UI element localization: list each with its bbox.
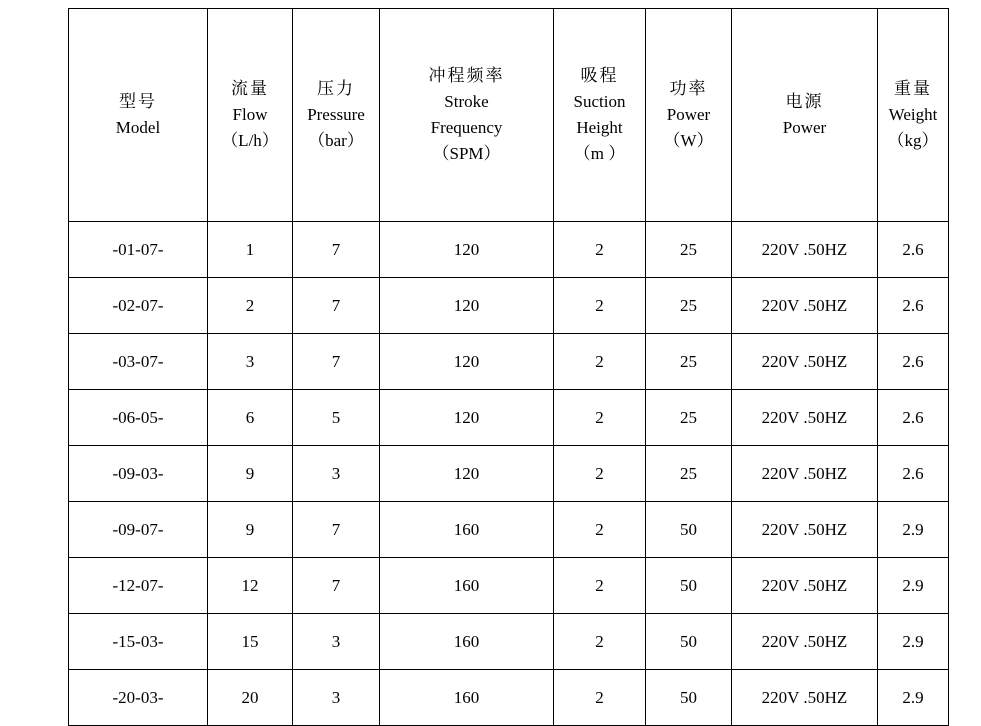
cell-supply: 220V .50HZ <box>732 446 878 502</box>
column-header-line: Weight <box>888 105 938 124</box>
cell-weight: 2.6 <box>878 278 949 334</box>
cell-model: -02-07- <box>69 278 208 334</box>
column-header-model <box>69 9 208 222</box>
cell-supply: 220V .50HZ <box>732 558 878 614</box>
column-header-line: 压力 <box>317 79 355 98</box>
cell-stroke: 120 <box>380 334 554 390</box>
column-header-line: 重量 <box>894 79 932 98</box>
pump-specification-table <box>68 8 949 726</box>
cell-supply: 220V .50HZ <box>732 670 878 726</box>
cell-pressure: 7 <box>293 278 380 334</box>
cell-stroke: 160 <box>380 670 554 726</box>
cell-flow: 12 <box>208 558 293 614</box>
table-body <box>69 222 949 726</box>
column-header-line: Model <box>115 118 161 137</box>
cell-power_w: 25 <box>646 334 732 390</box>
column-header-line: Frequency <box>430 118 503 137</box>
column-header-line: 功率 <box>669 79 708 98</box>
column-header-line: 型号 <box>119 92 157 111</box>
table-row <box>69 390 949 446</box>
cell-supply: 220V .50HZ <box>732 390 878 446</box>
cell-stroke: 120 <box>380 278 554 334</box>
cell-weight: 2.9 <box>878 614 949 670</box>
cell-supply: 220V .50HZ <box>732 222 878 278</box>
cell-weight: 2.6 <box>878 222 949 278</box>
cell-suction: 2 <box>554 558 646 614</box>
column-header-line: 流量 <box>231 79 269 98</box>
cell-weight: 2.6 <box>878 446 949 502</box>
cell-power_w: 25 <box>646 446 732 502</box>
cell-model: -01-07- <box>69 222 208 278</box>
cell-suction: 2 <box>554 334 646 390</box>
column-header-flow <box>208 9 293 222</box>
cell-weight: 2.9 <box>878 670 949 726</box>
column-header-line: 冲程频率 <box>428 66 505 85</box>
cell-supply: 220V .50HZ <box>732 278 878 334</box>
cell-power_w: 50 <box>646 558 732 614</box>
cell-suction: 2 <box>554 390 646 446</box>
cell-stroke: 120 <box>380 390 554 446</box>
column-header-line: Power <box>666 105 711 124</box>
column-header-pressure <box>293 9 380 222</box>
cell-power_w: 50 <box>646 614 732 670</box>
cell-stroke: 160 <box>380 502 554 558</box>
cell-flow: 20 <box>208 670 293 726</box>
column-header-line: （kg） <box>887 131 939 150</box>
column-header-line: Height <box>576 118 623 137</box>
cell-weight: 2.6 <box>878 334 949 390</box>
cell-suction: 2 <box>554 614 646 670</box>
cell-weight: 2.6 <box>878 390 949 446</box>
column-header-line: Pressure <box>307 105 365 124</box>
cell-supply: 220V .50HZ <box>732 334 878 390</box>
cell-supply: 220V .50HZ <box>732 502 878 558</box>
cell-pressure: 7 <box>293 502 380 558</box>
cell-flow: 3 <box>208 334 293 390</box>
column-header-line: Power <box>782 118 827 137</box>
cell-flow: 2 <box>208 278 293 334</box>
cell-pressure: 7 <box>293 334 380 390</box>
cell-supply: 220V .50HZ <box>732 614 878 670</box>
column-header-line: 电源 <box>785 92 824 111</box>
table-row <box>69 334 949 390</box>
cell-suction: 2 <box>554 446 646 502</box>
column-header-stroke <box>380 9 554 222</box>
cell-pressure: 7 <box>293 222 380 278</box>
column-header-line: （L/h） <box>221 131 279 150</box>
cell-model: -06-05- <box>69 390 208 446</box>
column-header-line: （bar） <box>308 131 364 150</box>
column-header-line: （W） <box>663 131 714 150</box>
column-header-weight <box>878 9 949 222</box>
column-header-line: Flow <box>232 105 268 124</box>
table-row <box>69 222 949 278</box>
cell-model: -03-07- <box>69 334 208 390</box>
cell-pressure: 3 <box>293 670 380 726</box>
cell-power_w: 50 <box>646 502 732 558</box>
cell-model: -12-07- <box>69 558 208 614</box>
cell-flow: 6 <box>208 390 293 446</box>
cell-flow: 9 <box>208 446 293 502</box>
column-header-line: Suction <box>573 92 626 111</box>
cell-model: -20-03- <box>69 670 208 726</box>
cell-power_w: 25 <box>646 278 732 334</box>
table-row <box>69 614 949 670</box>
table-row <box>69 558 949 614</box>
table-row <box>69 502 949 558</box>
column-header-power_w <box>646 9 732 222</box>
cell-flow: 9 <box>208 502 293 558</box>
cell-pressure: 3 <box>293 446 380 502</box>
cell-stroke: 160 <box>380 558 554 614</box>
table-row <box>69 670 949 726</box>
cell-weight: 2.9 <box>878 558 949 614</box>
table-row <box>69 278 949 334</box>
cell-pressure: 3 <box>293 614 380 670</box>
cell-suction: 2 <box>554 222 646 278</box>
cell-power_w: 50 <box>646 670 732 726</box>
table-header <box>69 9 949 222</box>
cell-flow: 1 <box>208 222 293 278</box>
cell-stroke: 120 <box>380 446 554 502</box>
cell-model: -09-07- <box>69 502 208 558</box>
cell-pressure: 7 <box>293 558 380 614</box>
cell-stroke: 120 <box>380 222 554 278</box>
table-row <box>69 446 949 502</box>
cell-model: -09-03- <box>69 446 208 502</box>
column-header-supply <box>732 9 878 222</box>
cell-power_w: 25 <box>646 222 732 278</box>
cell-weight: 2.9 <box>878 502 949 558</box>
column-header-suction <box>554 9 646 222</box>
column-header-line: 吸程 <box>580 66 619 85</box>
cell-power_w: 25 <box>646 390 732 446</box>
cell-suction: 2 <box>554 502 646 558</box>
cell-suction: 2 <box>554 278 646 334</box>
cell-stroke: 160 <box>380 614 554 670</box>
column-header-line: Stroke <box>444 92 489 111</box>
cell-model: -15-03- <box>69 614 208 670</box>
cell-suction: 2 <box>554 670 646 726</box>
cell-pressure: 5 <box>293 390 380 446</box>
cell-flow: 15 <box>208 614 293 670</box>
table-header-row <box>69 9 949 222</box>
column-header-line: （SPM） <box>432 144 501 163</box>
column-header-line: （m ） <box>573 144 626 163</box>
